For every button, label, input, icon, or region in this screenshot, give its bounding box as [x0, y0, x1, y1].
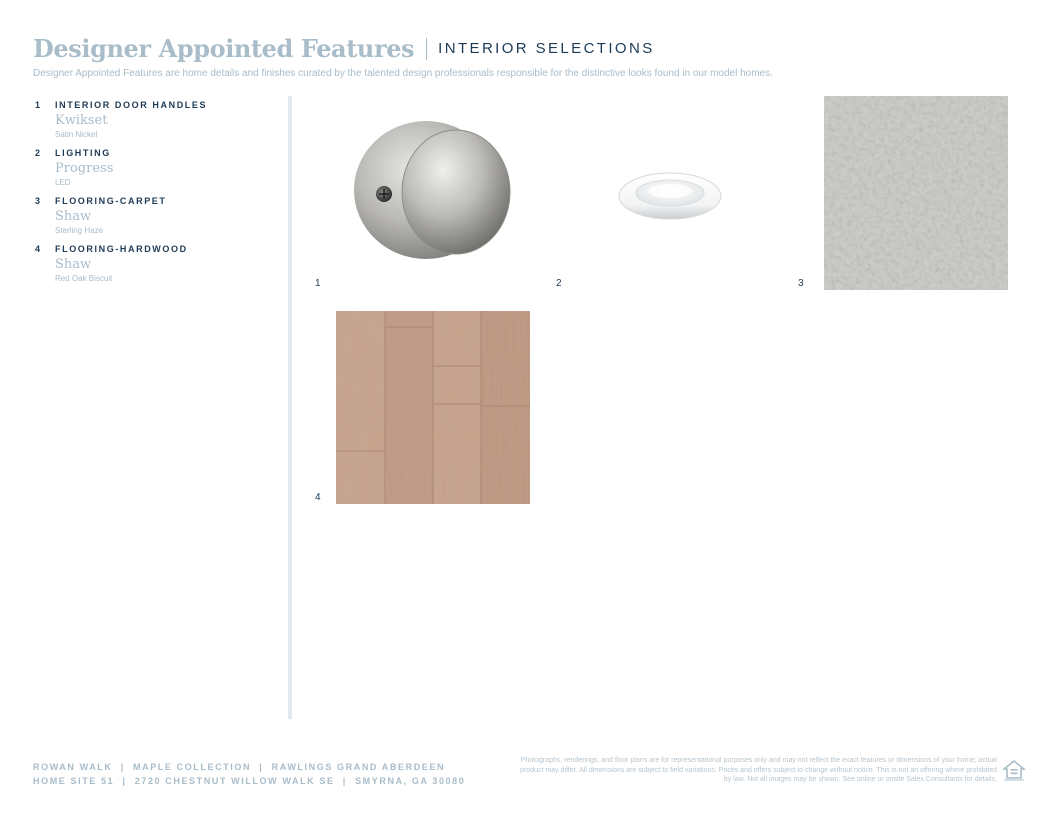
selection-number: 3 [35, 196, 41, 206]
door-knob-image [352, 118, 514, 262]
equal-housing-opportunity-icon [1002, 758, 1026, 782]
selection-number: 2 [35, 148, 41, 158]
footer-address [33, 760, 465, 788]
intro-text: Designer Appointed Features are home details and finishes curated by the talented design professionals responsible for the distinctive looks found in our model homes. [33, 68, 773, 79]
selection-category: FLOORING-HARDWOOD [55, 244, 188, 254]
selection-number: 1 [35, 100, 41, 110]
footer-community-line: ROWAN WALK | MAPLE COLLECTION | RAWLINGS GRAND ABERDEEN [33, 762, 446, 772]
title-row [33, 34, 1033, 63]
selections-list [35, 100, 275, 292]
selection-brand: Kwikset [55, 113, 108, 128]
selection-detail: Red Oak Biscuit [55, 274, 113, 283]
image-label-1: 1 [315, 278, 321, 289]
selection-category: FLOORING-CARPET [55, 196, 167, 206]
selection-number: 4 [35, 244, 41, 254]
led-light-image [615, 163, 725, 223]
page-subtitle: INTERIOR SELECTIONS [438, 40, 655, 57]
selection-detail: Sterling Haze [55, 226, 104, 235]
selection-detail: LED [55, 178, 71, 187]
page-title: Designer Appointed Features [33, 34, 415, 63]
image-label-3: 3 [798, 278, 804, 289]
page-header [33, 34, 1033, 79]
image-label-4: 4 [315, 492, 321, 503]
selection-category: INTERIOR DOOR HANDLES [55, 100, 208, 110]
selection-brand: Shaw [55, 209, 92, 224]
footer-disclaimer: Photographs, renderings, and floor plans are for representational purposes only and may not reflect the exact features or dimensions of your home; actual product may differ. All dimensions are subject to field variations. Prices and offers subject to change without notice. This is not an offering where prohibited by law. Not all images may be shown. See online or onsite Sales Consultants for details. [520, 757, 997, 783]
selection-brand: Shaw [55, 257, 92, 272]
selection-item [35, 196, 275, 236]
hardwood-swatch-image [336, 311, 530, 504]
selection-item [35, 244, 275, 284]
title-separator [426, 38, 427, 60]
selection-item [35, 148, 275, 188]
vertical-divider [288, 96, 292, 719]
image-label-2: 2 [556, 278, 562, 289]
selection-category: LIGHTING [55, 148, 111, 158]
footer-homesite-line: HOME SITE 51 | 2720 CHESTNUT WILLOW WALK SE | SMYRNA, GA 30080 [33, 776, 466, 786]
carpet-swatch-image [824, 96, 1008, 290]
selection-detail: Satin Nickel [55, 130, 98, 139]
selection-brand: Progress [55, 161, 114, 176]
selection-item [35, 100, 275, 140]
